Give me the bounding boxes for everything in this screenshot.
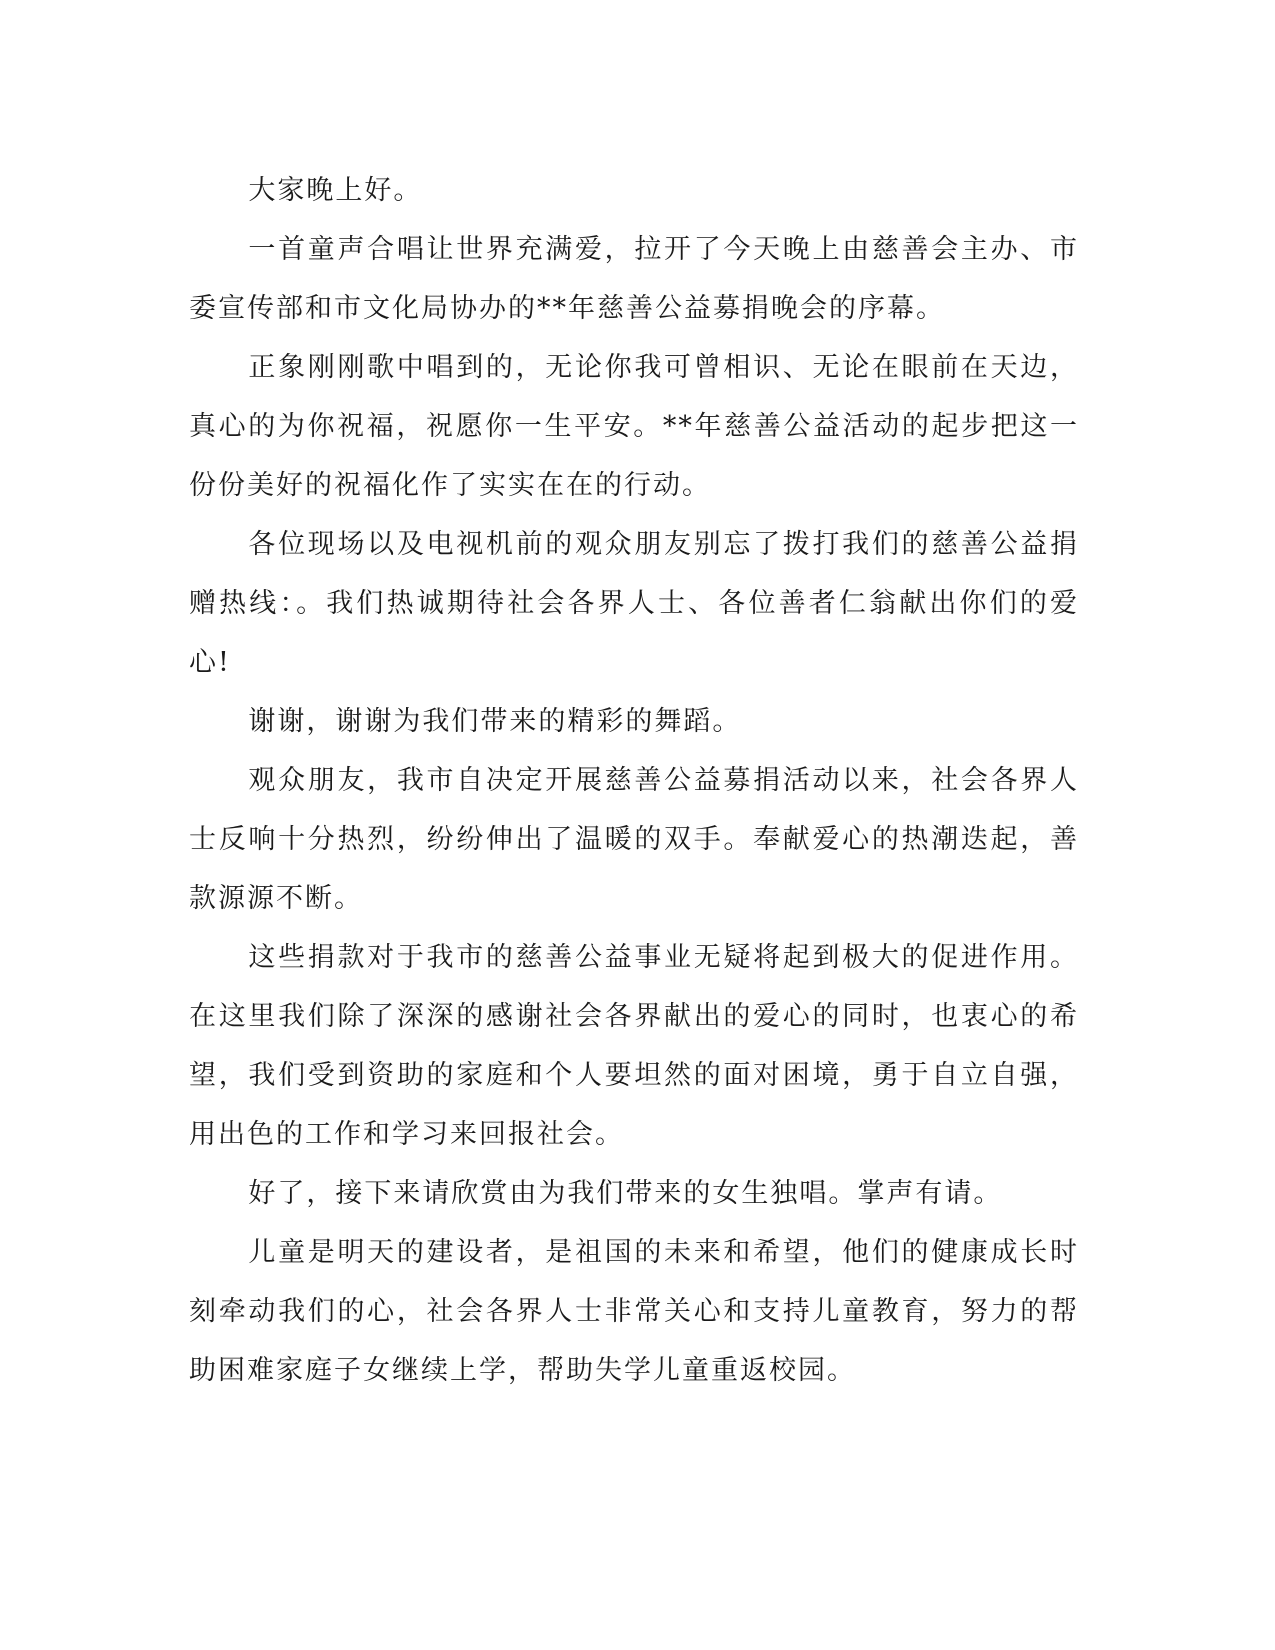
paragraph: 各位现场以及电视机前的观众朋友别忘了拨打我们的慈善公益捐赠热线：。我们热诚期待社会各界人士、各位善者仁翁献出你们的爱心! [189, 529, 1079, 678]
paragraph: 儿童是明天的建设者，是祖国的未来和希望，他们的健康成长时刻牵动我们的心，社会各界人士非常关心和支持儿童教育，努力的帮助困难家庭子女继续上学，帮助失学儿童重返校园。 [189, 1237, 1079, 1386]
paragraph: 一首童声合唱让世界充满爱，拉开了今天晚上由慈善会主办、市委宣传部和市文化局协办的**年慈善公益募捐晚会的序幕。 [189, 234, 1079, 324]
paragraph: 这些捐款对于我市的慈善公益事业无疑将起到极大的促进作用。在这里我们除了深深的感谢社会各界献出的爱心的同时，也衷心的希望，我们受到资助的家庭和个人要坦然的面对困境，勇于自立自强，用出色的工作和学习来回报社会。 [189, 942, 1079, 1150]
paragraph: 大家晚上好。 [248, 175, 423, 206]
paragraph: 谢谢，谢谢为我们带来的精彩的舞蹈。 [248, 706, 742, 737]
paragraph: 正象刚刚歌中唱到的，无论你我可曾相识、无论在眼前在天边，真心的为你祝福，祝愿你一生平安。**年慈善公益活动的起步把这一份份美好的祝福化作了实实在在的行动。 [189, 352, 1079, 501]
document-body [189, 161, 1079, 1400]
paragraph: 好了，接下来请欣赏由为我们带来的女生独唱。掌声有请。 [248, 1178, 1003, 1209]
paragraph: 观众朋友，我市自决定开展慈善公益募捐活动以来，社会各界人士反响十分热烈，纷纷伸出了温暖的双手。奉献爱心的热潮迭起，善款源源不断。 [189, 765, 1079, 914]
